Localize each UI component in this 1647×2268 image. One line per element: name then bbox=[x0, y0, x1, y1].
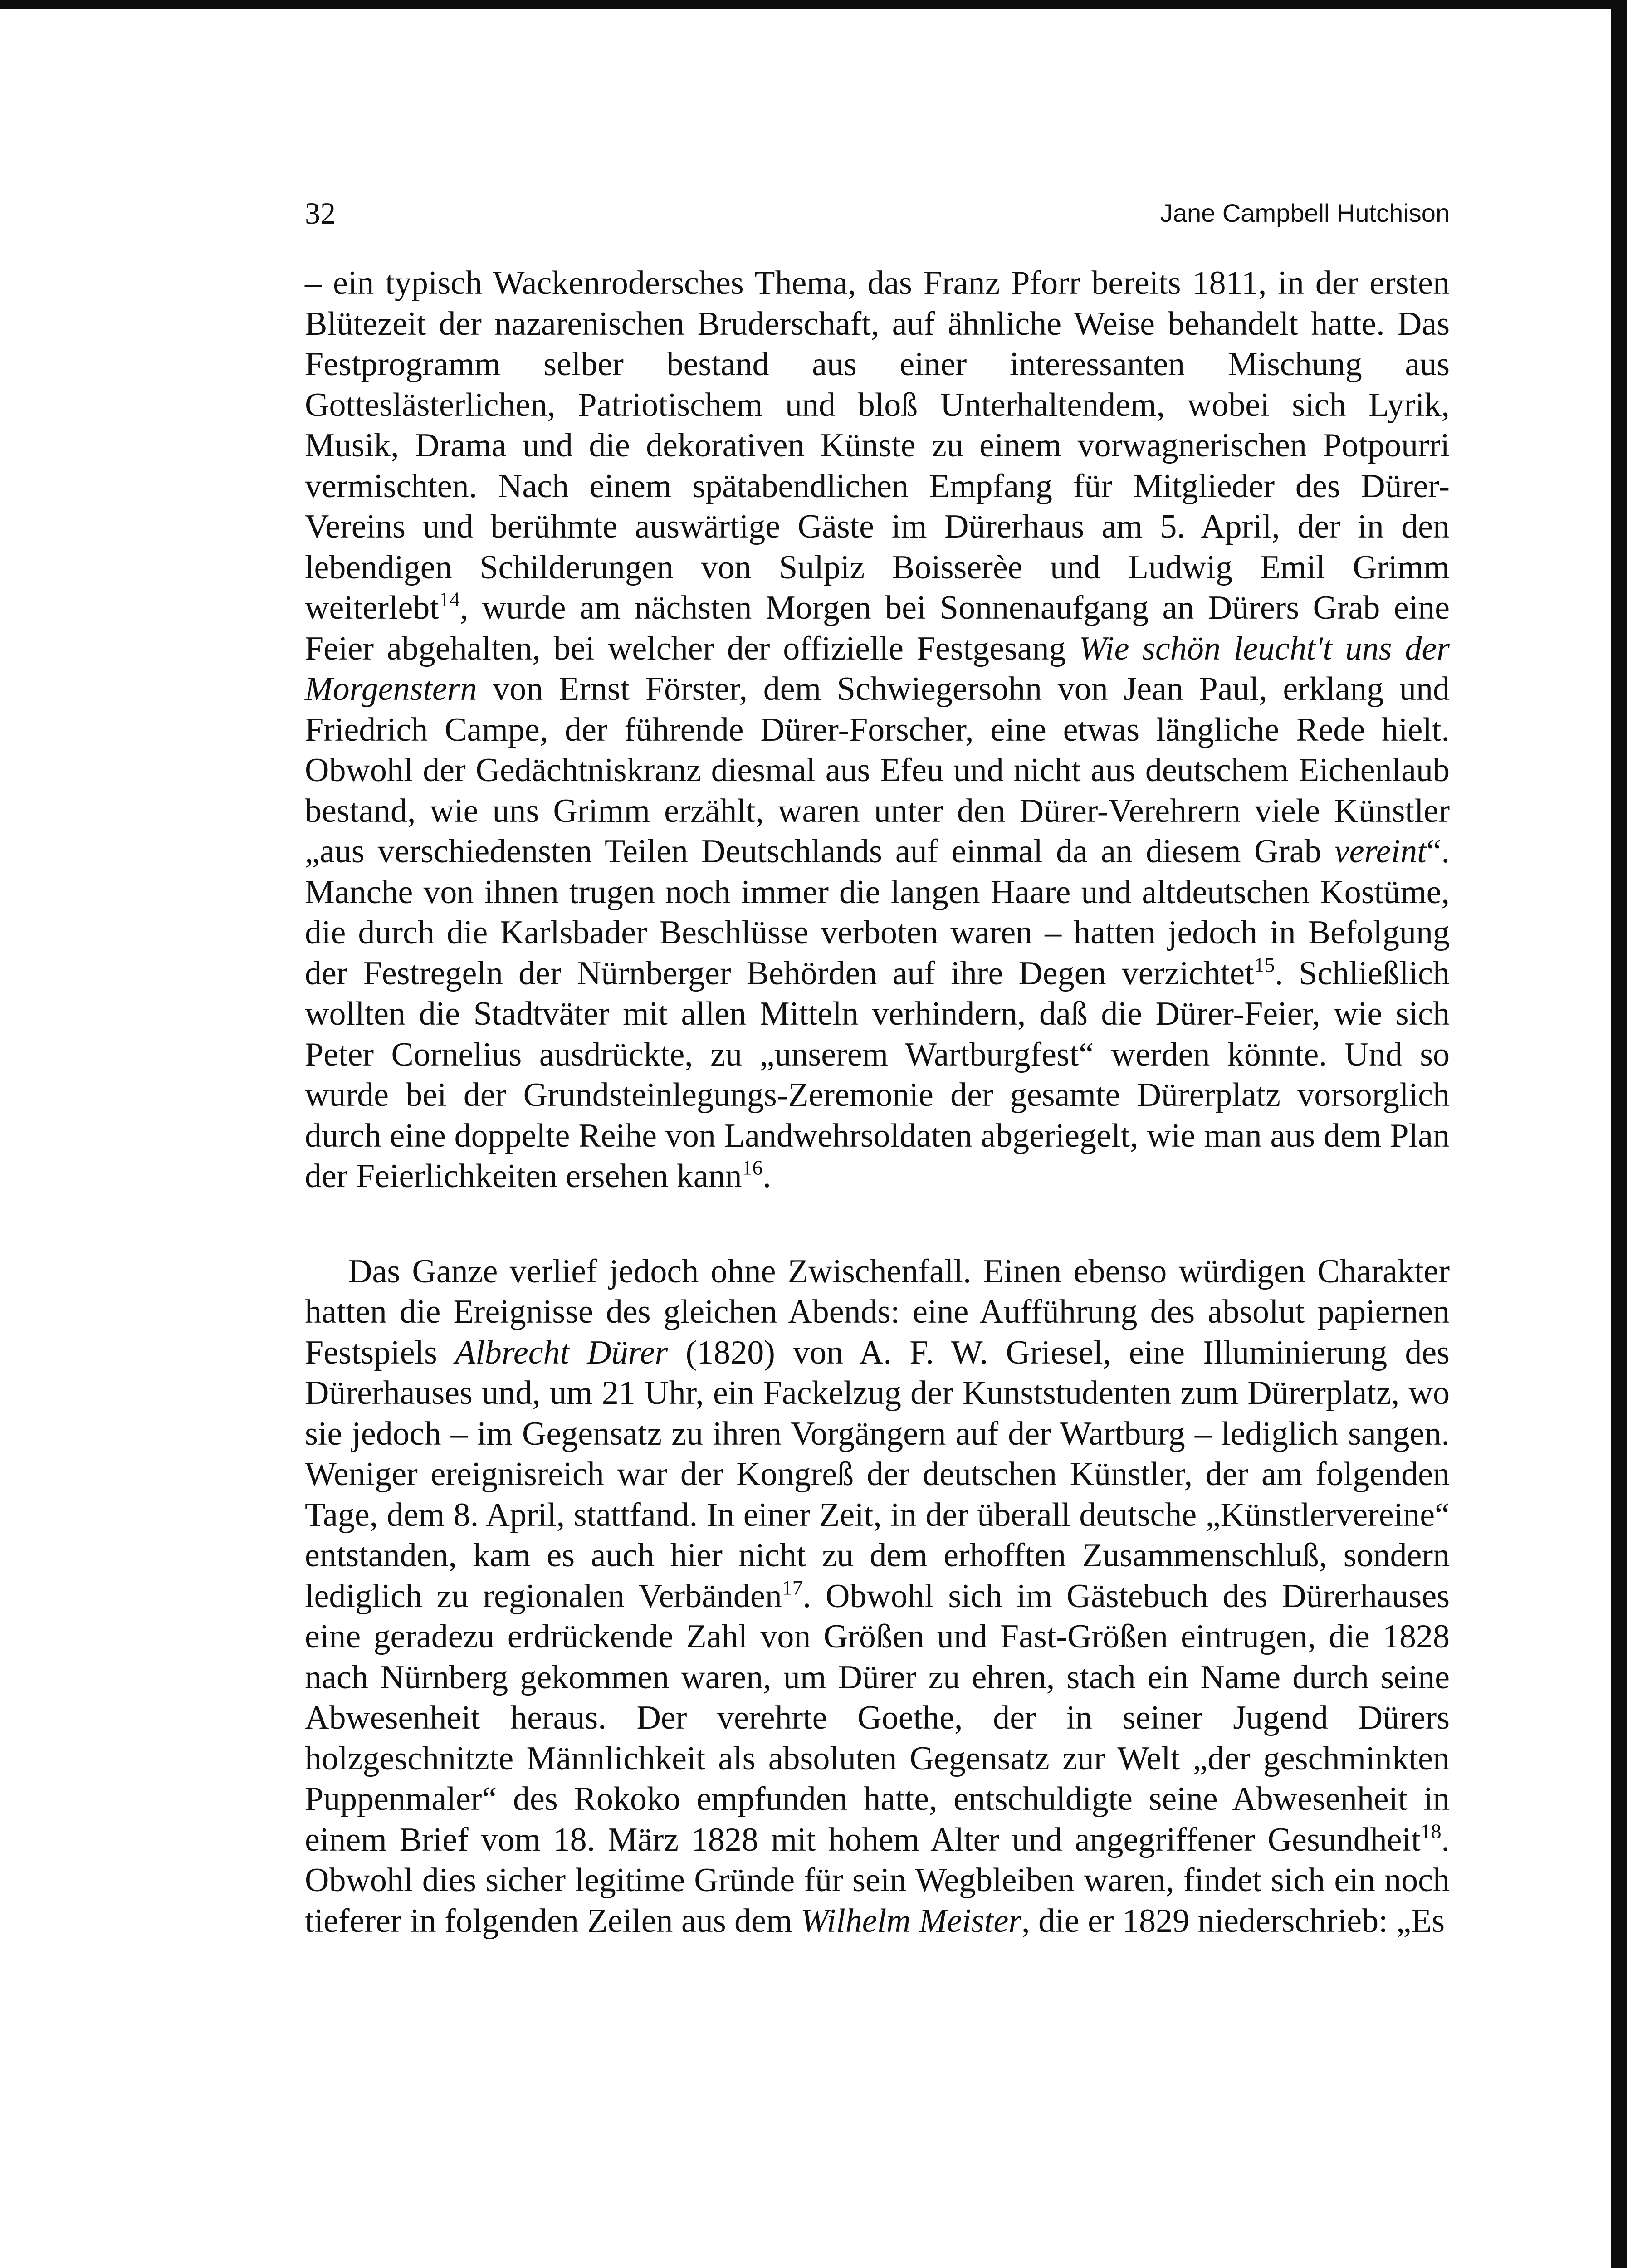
text-run: (1820) von A. F. W. Griesel, eine Illuminierung des Dürerhauses und, um 21 Uhr, ein Fackelzug der Kunststudenten zum Dürerplatz, wo sie jedoch – im Gegensatz zu ihren Vorgängern auf der Wartburg – lediglich sangen. Weniger ereignisreich war der Kongreß der deutschen Künstler, der am folgenden Tage, dem 8. April, stattfand. In einer Zeit, in der überall deutsche „Künstlervereine“ entstanden, kam es auch hier nicht zu dem erhofften Zusammenschluß, sondern lediglich zu regionalen Verbänden bbox=[305, 1334, 1450, 1615]
text-run: von Ernst Förster, dem Schwiegersohn von Jean Paul, erklang und Friedrich Campe, der führende Dürer-Forscher, eine etwas längliche Rede hielt. Obwohl der Gedächtniskranz diesmal aus Efeu und nicht aus deutschem Eichenlaub bestand, wie uns Grimm erzählt, waren unter den Dürer-Verehrern viele Künstler „aus verschiedensten Teilen Deutschlands auf einmal da an diesem Grab bbox=[305, 670, 1450, 870]
italic-title: Wie schön leucht't uns der Morgenstern bbox=[305, 630, 1450, 708]
paragraph-2 bbox=[305, 1251, 1450, 1942]
running-head-author: Jane Campbell Hutchison bbox=[1160, 199, 1450, 227]
text-run: . Schließlich wollten die Stadtväter mit allen Mitteln verhindern, daß die Dürer-Feier, wie sich Peter Cornelius ausdrückte, zu „unserem Wartburgfest“ werden könnte. Und so wurde bei der Grundsteinlegungs-Zeremonie der gesamte Dürerplatz vorsorglich durch eine doppelte Reihe von Landwehrsoldaten abgeriegelt, wie man aus dem Plan der Feierlichkeiten ersehen kann bbox=[305, 954, 1450, 1195]
text-run: , die er 1829 niederschrieb: „Es bbox=[1021, 1902, 1445, 1940]
text-run: , wurde am nächsten Morgen bei Sonnenaufgang an Dürers Grab eine Feier abgehalten, bei welcher der offizielle Festgesang bbox=[305, 589, 1450, 667]
text-run: – ein typisch Wackenrodersches Thema, das Franz Pforr bereits 1811, in der ersten Blütezeit der nazarenischen Bruderschaft, auf ähnliche Weise behandelt hatte. Das Festprogramm selber bestand aus einer interessanten Mischung aus Gotteslästerlichen, Patriotischem und bloß Unterhaltendem, wobei sich Lyrik, Musik, Drama und die dekorativen Künste zu einem vorwagnerischen Potpourri vermischten. Nach einem spätabendlichen Empfang für Mitglieder des Dürer-Vereins und berühmte auswärtige Gäste im Dürerhaus am 5. April, der in den lebendigen Schilderungen von Sulpiz Boisserèe und Ludwig Emil Grimm weiterlebt bbox=[305, 264, 1450, 626]
italic-title: vereint bbox=[1334, 833, 1427, 870]
footnote-marker: 15 bbox=[1254, 953, 1275, 976]
paragraph-1 bbox=[305, 263, 1450, 1197]
text-run: Das Ganze verlief jedoch ohne Zwischenfall. Einen ebenso würdigen Charakter hatten die Ereignisse des gleichen Abends: eine Aufführung des absolut papiernen Festspiels bbox=[305, 1252, 1450, 1371]
scan-border-top bbox=[0, 0, 1624, 9]
footnote-marker: 18 bbox=[1420, 1819, 1442, 1843]
text-run: . bbox=[762, 1158, 772, 1195]
text-run: . Obwohl dies sicher legitime Gründe für sein Wegbleiben waren, findet sich ein noch tieferer in folgenden Zeilen aus dem bbox=[305, 1821, 1450, 1940]
footnote-marker: 14 bbox=[439, 587, 460, 611]
footnote-marker: 16 bbox=[742, 1156, 763, 1179]
text-run: . Obwohl sich im Gästebuch des Dürerhauses eine geradezu erdrückende Zahl von Größen und Fast-Größen eintrugen, die 1828 nach Nürnberg gekommen waren, um Dürer zu ehren, stach ein Name durch seine Abwesenheit heraus. Der verehrte Goethe, der in seiner Jugend Dürers holzgeschnitzte Männlichkeit als absoluten Gegensatz zur Welt „der geschminkten Puppenmaler“ des Rokoko empfunden hatte, entschuldigte seine Abwesenheit in einem Brief vom 18. März 1828 mit hohem Alter und angegriffener Gesundheit bbox=[305, 1577, 1450, 1858]
page-number: 32 bbox=[305, 196, 336, 230]
body-text bbox=[305, 263, 1450, 1941]
footnote-marker: 17 bbox=[782, 1575, 803, 1599]
scan-border-right bbox=[1611, 0, 1627, 2268]
italic-title: Wilhelm Meister bbox=[801, 1902, 1022, 1940]
text-run: “. Manche von ihnen trugen noch immer die langen Haare und altdeutschen Kostüme, die durch die Karlsbader Beschlüsse verboten waren – hatten jedoch in Befolgung der Festregeln der Nürnberger Behörden auf ihre Degen verzichtet bbox=[305, 833, 1450, 992]
italic-title: Albrecht Dürer bbox=[455, 1334, 668, 1371]
page-header bbox=[305, 191, 1450, 236]
